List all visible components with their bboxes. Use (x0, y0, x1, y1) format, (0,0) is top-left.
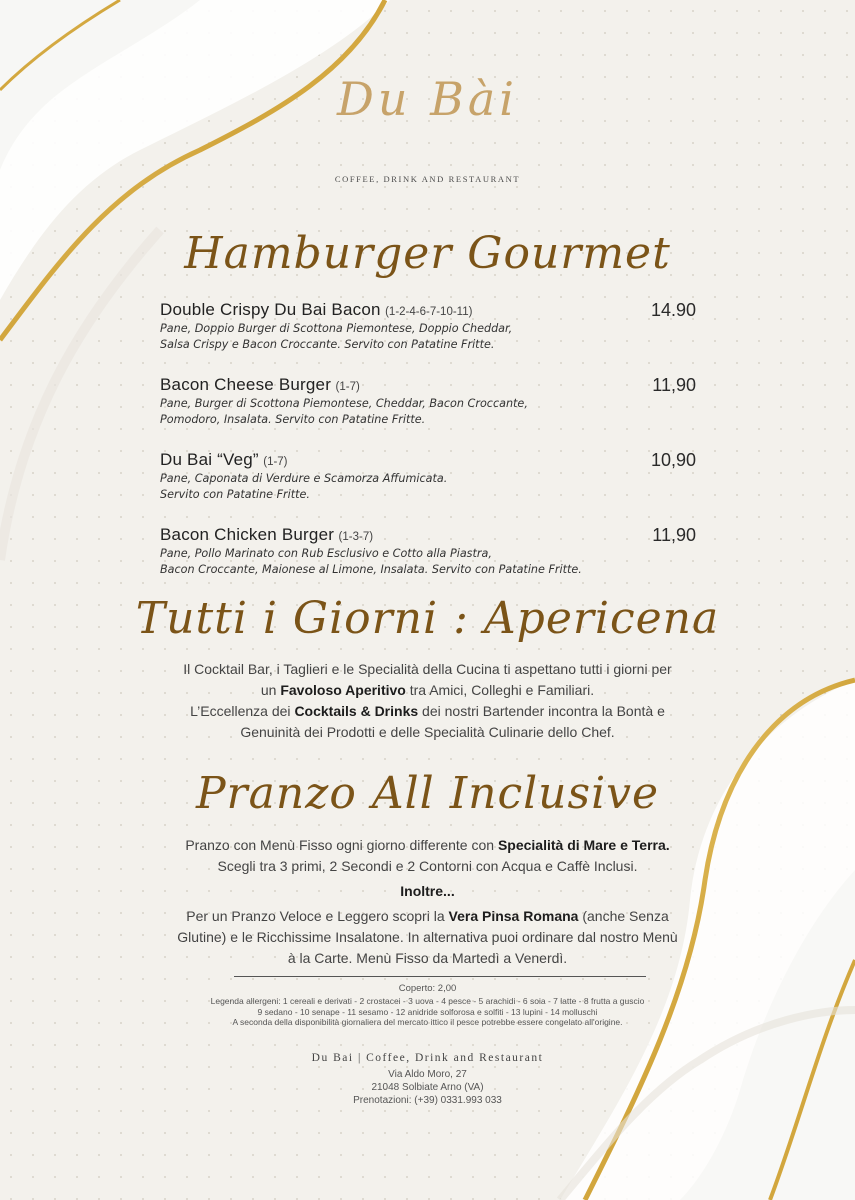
text-span: L’Eccellenza dei (190, 703, 295, 719)
apericena-line: Genuinità dei Prodotti e delle Specialità Culinarie dello Chef. (240, 724, 615, 740)
menu-item (160, 300, 700, 353)
legend-line: A seconda della disponibilità giornaliera del mercato ittico il pesce potrebbe essere congelato all'origine. (232, 1017, 623, 1027)
item-description-line: Pane, Burger di Scottona Piemontese, Cheddar, Bacon Croccante, (160, 397, 528, 410)
highlight-text: Inoltre... (400, 883, 455, 899)
item-price: 11,90 (652, 525, 696, 545)
text-span: dei nostri Bartender incontra la Bontà e (418, 703, 665, 719)
highlight-text: Specialità di Mare e Terra. (497, 837, 670, 853)
menu-item (160, 525, 700, 578)
footer-phone: Prenotazioni: (+39) 0331.993 033 (353, 1095, 502, 1106)
allergen-legend (0, 996, 855, 1028)
footer-city: 21048 Solbiate Arno (VA) (371, 1082, 484, 1093)
item-description-line: Servito con Patatine Fritte. (160, 488, 310, 501)
divider (234, 976, 646, 977)
coperto-note: Coperto: 2,00 (398, 983, 457, 994)
item-name: Du Bai “Veg” (160, 450, 259, 469)
item-description-line: Pane, Doppio Burger di Scottona Piemontese, Doppio Cheddar, (160, 322, 513, 335)
item-allergens: (1-7) (263, 456, 288, 468)
section-title-apericena: Tutti i Giorni : Apericena (135, 593, 720, 644)
item-description-line: Salsa Crispy e Bacon Croccante. Servito con Patatine Fritte. (160, 338, 495, 351)
item-allergens: (1-3-7) (338, 531, 374, 543)
item-description (160, 321, 700, 353)
pranzo-line: Scegli tra 3 primi, 2 Secondi e 2 Contorni con Acqua e Caffè Inclusi. (217, 858, 638, 874)
item-price: 11,90 (652, 375, 696, 395)
item-name: Bacon Cheese Burger (160, 375, 332, 394)
apericena-line: Il Cocktail Bar, i Taglieri e le Specialità della Cucina ti aspettano tutti i giorni per (183, 661, 672, 677)
highlight-text: Cocktails & Drinks (294, 703, 419, 719)
brand-tagline: COFFEE, DRINK AND RESTAURANT (334, 174, 521, 184)
apericena-text (0, 659, 855, 743)
section-title-pranzo: Pranzo All Inclusive (195, 768, 660, 819)
pranzo-text (0, 835, 855, 969)
pranzo-line: à la Carte. Menù Fisso da Martedì a Venerdì. (287, 950, 568, 966)
pranzo-line: Glutine) e le Ricchissime Insalatone. In alternativa puoi ordinare dal nostro Menù (177, 929, 678, 945)
item-allergens: (1-7) (335, 381, 360, 393)
text-span: un (260, 682, 281, 698)
apericena-line (0, 680, 855, 701)
text-span: Pranzo con Menù Fisso ogni giorno differente con (185, 837, 498, 853)
pranzo-line (0, 835, 855, 856)
item-name: Bacon Chicken Burger (160, 525, 335, 544)
menu-item (160, 375, 700, 428)
item-description-line: Pane, Pollo Marinato con Rub Esclusivo e Cotto alla Piastra, (160, 547, 492, 560)
brand-logo: Du Bài (336, 72, 519, 126)
pranzo-line (0, 881, 855, 902)
footer-street: Via Aldo Moro, 27 (388, 1069, 467, 1080)
pranzo-line (0, 906, 855, 927)
legend-line: 9 sedano - 10 senape - 11 sesamo - 12 anidride solforosa e solfiti - 13 lupini - 14 molluschi (257, 1006, 598, 1017)
highlight-text: Favoloso Aperitivo (280, 682, 406, 698)
section-title-burgers: Hamburger Gourmet (184, 228, 671, 279)
text-span: Per un Pranzo Veloce e Leggero scopri la (186, 908, 449, 924)
footer-business-name: Du Bai | Coffee, Drink and Restaurant (311, 1052, 544, 1064)
item-price: 10,90 (650, 450, 696, 470)
item-name: Double Crispy Du Bai Bacon (160, 300, 381, 319)
item-description (160, 546, 700, 578)
burger-list (160, 300, 700, 600)
item-description-line: Bacon Croccante, Maionese al Limone, Insalata. Servito con Patatine Fritte. (160, 563, 582, 576)
apericena-line (0, 701, 855, 722)
item-description-line: Pane, Caponata di Verdure e Scamorza Affumicata. (160, 472, 448, 485)
highlight-text: Vera Pinsa Romana (448, 908, 579, 924)
item-description-line: Pomodoro, Insalata. Servito con Patatine Fritte. (160, 413, 426, 426)
item-description (160, 471, 700, 503)
item-allergens: (1-2-4-6-7-10-11) (385, 306, 473, 318)
footer-address (0, 1068, 855, 1107)
item-description (160, 396, 700, 428)
item-price: 14.90 (650, 300, 696, 320)
legend-line: Legenda allergeni: 1 cereali e derivati - 2 crostacei - 3 uova - 4 pesce - 5 arachidi - 6 soia - 7 latte - 8 frutta a guscio (210, 996, 645, 1006)
menu-item (160, 450, 700, 503)
text-span: (anche Senza (578, 908, 669, 924)
text-span: tra Amici, Colleghi e Familiari. (405, 682, 595, 698)
